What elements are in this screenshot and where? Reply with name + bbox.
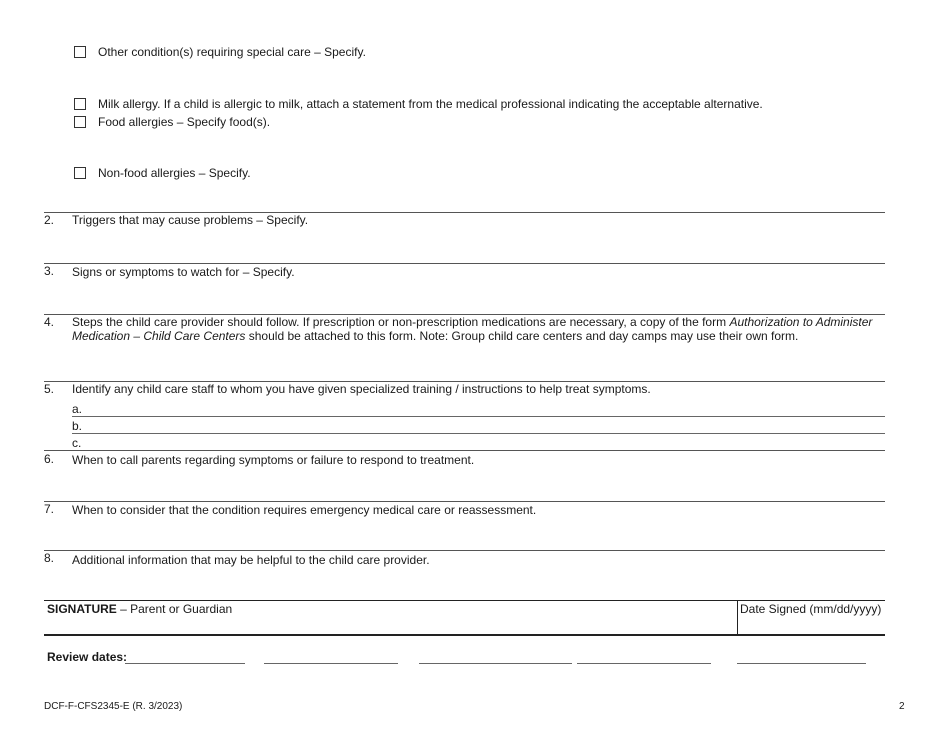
item-steps: [72, 315, 887, 343]
staff-a-label: a.: [72, 402, 83, 416]
item-number: 6.: [44, 452, 55, 466]
divider-line: [44, 501, 885, 502]
review-date-field-2[interactable]: [264, 663, 398, 664]
item-signs-symptoms: Signs or symptoms to watch for – Specify.: [72, 265, 295, 279]
item-steps-text-a: Steps the child care provider should follow. If prescription or non-prescription medications are necessary, a copy of the form: [72, 315, 730, 329]
signature-label-rest: – Parent or Guardian: [116, 602, 233, 616]
milk-allergy-label: Milk allergy. If a child is allergic to milk, attach a statement from the medical professional indicating the acceptable alternative.: [98, 97, 763, 111]
form-title-italic-a: Authorization to Administer: [729, 315, 873, 329]
review-dates-label: Review dates:: [47, 650, 128, 664]
item-number: 4.: [44, 315, 55, 329]
item-additional-info: Additional information that may be helpful to the child care provider.: [72, 553, 430, 567]
signature-label-bold: SIGNATURE: [47, 602, 117, 616]
item-emergency-care: When to consider that the condition requires emergency medical care or reassessment.: [72, 503, 537, 517]
date-signed-label: Date Signed (mm/dd/yyyy): [740, 602, 882, 616]
review-date-field-1[interactable]: [125, 663, 245, 664]
other-condition-checkbox[interactable]: [74, 46, 86, 58]
item-number: 8.: [44, 551, 55, 565]
review-date-field-5[interactable]: [737, 663, 866, 664]
food-allergies-checkbox[interactable]: [74, 116, 86, 128]
milk-allergy-checkbox[interactable]: [74, 98, 86, 110]
nonfood-allergies-checkbox[interactable]: [74, 167, 86, 179]
item-number: 7.: [44, 502, 55, 516]
divider-line: [44, 550, 885, 551]
food-allergies-label: Food allergies – Specify food(s).: [98, 115, 271, 129]
signature-date-divider: [737, 600, 738, 636]
nonfood-allergies-label: Non-food allergies – Specify.: [98, 166, 251, 180]
other-condition-label: Other condition(s) requiring special care – Specify.: [98, 45, 366, 59]
item-staff-training: Identify any child care staff to whom you have given specialized training / instructions to help treat symptoms.: [72, 382, 651, 396]
item-steps-text-b: should be attached to this form. Note: Group child care centers and day camps may use their own form.: [245, 329, 799, 343]
staff-c-field[interactable]: [44, 450, 885, 451]
signature-label: [47, 602, 232, 616]
staff-b-label: b.: [72, 419, 83, 433]
item-number: 2.: [44, 213, 55, 227]
review-date-field-3[interactable]: [419, 663, 572, 664]
staff-b-field[interactable]: [72, 433, 885, 434]
item-call-parents: When to call parents regarding symptoms or failure to respond to treatment.: [72, 453, 475, 467]
staff-a-field[interactable]: [72, 416, 885, 417]
item-number: 5.: [44, 382, 55, 396]
review-date-field-4[interactable]: [577, 663, 711, 664]
item-number: 3.: [44, 264, 55, 278]
item-triggers: Triggers that may cause problems – Specify.: [72, 213, 309, 227]
form-id: DCF-F-CFS2345-E (R. 3/2023): [44, 701, 183, 712]
staff-c-label: c.: [72, 436, 82, 450]
page-number: 2: [899, 701, 905, 712]
divider-line: [44, 263, 885, 264]
form-title-italic-b: Medication – Child Care Centers: [72, 329, 246, 343]
